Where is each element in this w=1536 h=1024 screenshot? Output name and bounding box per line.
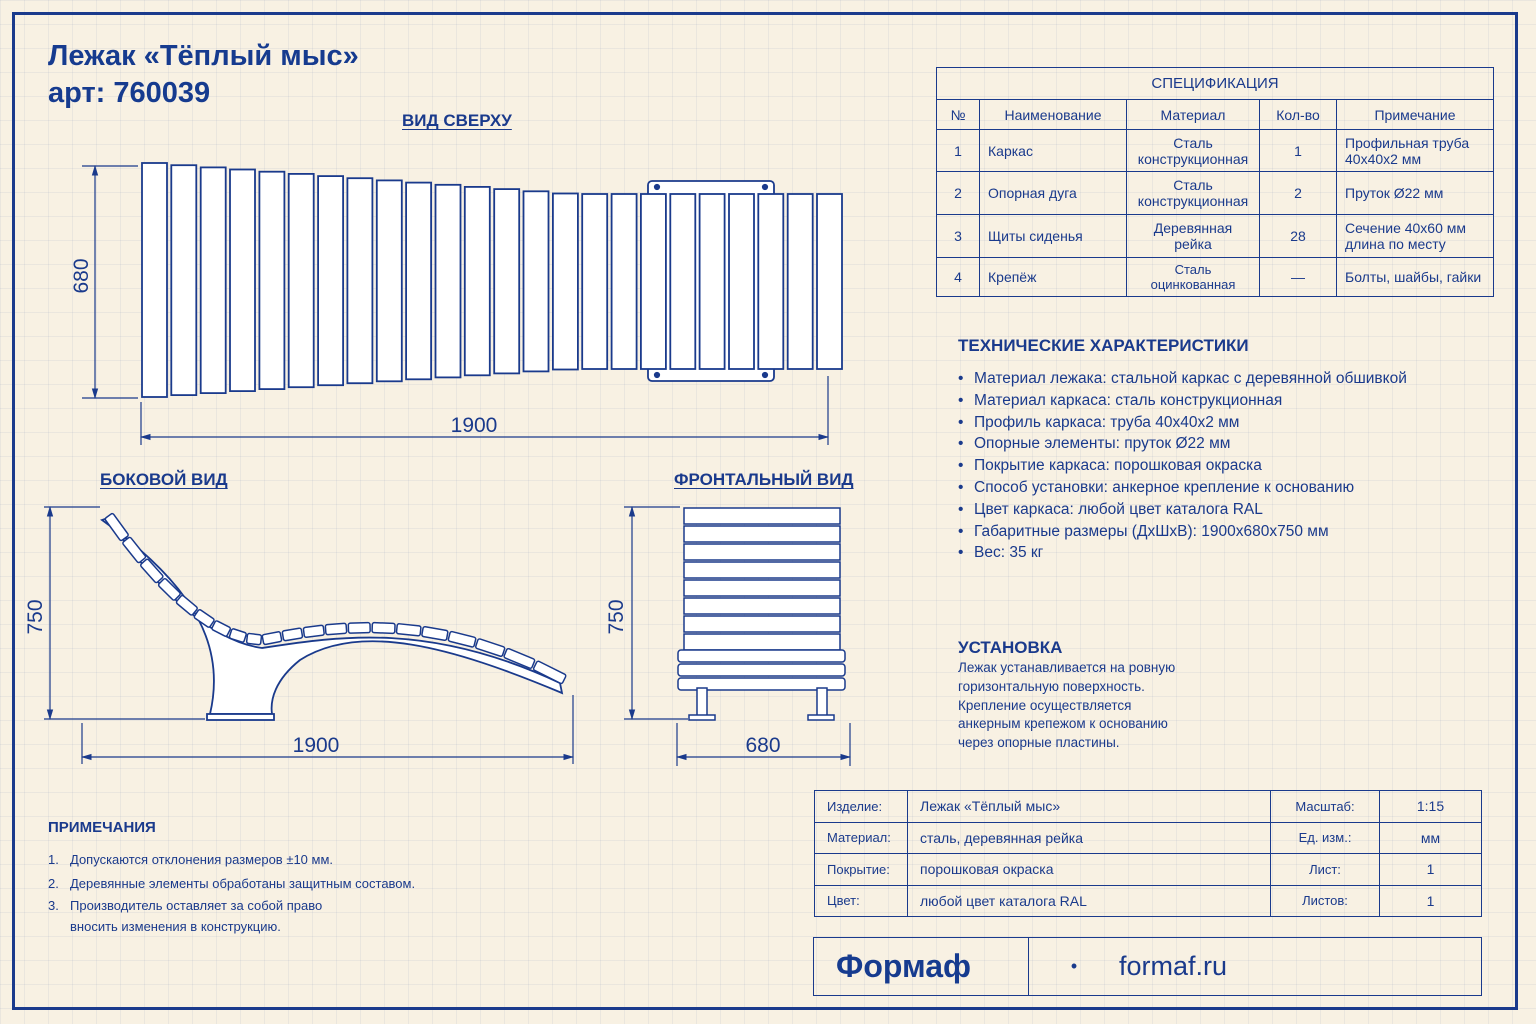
side-slat <box>325 623 347 635</box>
seat-slat <box>142 163 167 397</box>
bolt-hole <box>655 373 659 377</box>
list-item: • Габаритные размеры (ДxШxВ): 1900x680x750 мм <box>958 521 1498 543</box>
seat-slat <box>318 176 343 385</box>
stamp-value: 1:15 <box>1380 791 1482 823</box>
seat-slat <box>758 194 783 369</box>
front-slat <box>684 634 840 650</box>
cell-name: Щиты сиденья <box>980 215 1127 258</box>
side-slat <box>422 626 448 640</box>
top-view-title: ВИД СВЕРХУ <box>402 111 512 130</box>
specification-table <box>936 67 1494 297</box>
side-slat <box>448 631 476 647</box>
stamp-label: Лист: <box>1271 854 1380 886</box>
specification-header-row <box>937 100 1494 130</box>
cell-name: Крепёж <box>980 258 1127 297</box>
side-slat <box>158 578 181 601</box>
top-width-dimension: 680 <box>70 258 93 294</box>
front-width-dimension: 680 <box>745 734 781 757</box>
brand-logo: Формаф <box>814 938 1029 995</box>
cell-qty: 1 <box>1260 130 1337 172</box>
stamp-label: Покрытие: <box>815 854 908 886</box>
cell-num: 1 <box>937 130 980 172</box>
stamp-label: Ед. изм.: <box>1271 822 1380 854</box>
header-qty: Кол-во <box>1260 100 1337 130</box>
front-view-drawing <box>678 508 845 720</box>
stamp-value: 1 <box>1380 885 1482 917</box>
table-row <box>815 854 1482 886</box>
bolt-hole <box>655 185 659 189</box>
note-line: вносить изменения в конструкцию. <box>70 919 281 934</box>
header-num: № <box>937 100 980 130</box>
stamp-value: Лежак «Тёплый мыс» <box>908 791 1271 823</box>
cell-material: Сталь конструкционная <box>1127 172 1260 215</box>
note-line: Производитель оставляет за собой право <box>70 898 323 913</box>
bolt-hole <box>763 185 767 189</box>
table-row <box>815 791 1482 823</box>
seat-slat <box>641 194 666 369</box>
stamp-label: Цвет: <box>815 885 908 917</box>
table-row <box>937 215 1494 258</box>
seat-slat <box>729 194 754 369</box>
table-row <box>937 130 1494 172</box>
cell-name: Опорная дуга <box>980 172 1127 215</box>
table-row <box>937 172 1494 215</box>
stamp-label: Масштаб: <box>1271 791 1380 823</box>
seat-slat <box>524 191 549 371</box>
side-slat <box>396 624 421 636</box>
side-view-drawing <box>102 513 566 720</box>
header-note: Примечание <box>1337 100 1494 130</box>
side-slat <box>246 633 261 645</box>
note-number: 3. <box>48 898 59 913</box>
cell-material: Деревянная рейка <box>1127 215 1260 258</box>
front-slat <box>684 598 840 614</box>
table-row <box>937 258 1494 297</box>
stamp-value: мм <box>1380 822 1482 854</box>
front-slat <box>684 616 840 632</box>
front-seat-slat <box>678 664 845 676</box>
stamp-value: порошковая окраска <box>908 854 1271 886</box>
note-number: 1. <box>48 852 59 867</box>
brand-block <box>813 937 1482 996</box>
stamp-value: любой цвет каталога RAL <box>908 885 1271 917</box>
seat-slat <box>612 194 637 369</box>
note-text: Деревянные элементы обработаны защитным составом. <box>70 875 416 891</box>
side-slat <box>194 609 215 628</box>
title-block-table <box>814 790 1482 917</box>
seat-slat <box>201 167 226 393</box>
side-slat <box>303 625 324 637</box>
cell-note: Пруток Ø22 мм <box>1337 172 1494 215</box>
seat-slat <box>289 174 314 387</box>
installation-line: горизонтальную поверхность. <box>958 678 1145 694</box>
list-item <box>48 895 415 937</box>
installation-line: через опорные пластины. <box>958 735 1120 751</box>
header-name: Наименование <box>980 100 1127 130</box>
cell-qty: 28 <box>1260 215 1337 258</box>
installation-text <box>958 659 1175 753</box>
seat-slat <box>465 187 490 375</box>
cell-num: 4 <box>937 258 980 297</box>
bolt-hole <box>763 373 767 377</box>
cell-note: Болты, шайбы, гайки <box>1337 258 1494 297</box>
installation-line: Лежак устанавливается на ровную <box>958 660 1176 675</box>
side-slat <box>282 628 303 641</box>
front-slat <box>684 544 840 560</box>
stamp-label: Изделие: <box>815 791 908 823</box>
installation-title: УСТАНОВКА <box>958 638 1063 657</box>
specification-title: СПЕЦИФИКАЦИЯ <box>937 68 1494 100</box>
list-item: • Материал каркаса: сталь конструкционная <box>958 390 1498 412</box>
seat-slat <box>347 178 372 383</box>
front-slat <box>684 562 840 578</box>
product-name: Лежак «Тёплый мыс» <box>48 40 359 72</box>
seat-slat <box>700 194 725 369</box>
seat-slat <box>788 194 813 369</box>
stamp-value: 1 <box>1380 854 1482 886</box>
list-item <box>48 848 415 872</box>
seat-slat <box>436 185 461 378</box>
note-text: Допускаются отклонения размеров ±10 мм. <box>70 852 334 867</box>
tech-list <box>958 368 1498 564</box>
stamp-label: Листов: <box>1271 885 1380 917</box>
note-number: 2. <box>48 875 59 891</box>
cell-qty: — <box>1260 258 1337 297</box>
side-slat <box>105 513 129 541</box>
seat-slat <box>553 194 578 370</box>
article-number: арт: 760039 <box>48 77 211 109</box>
top-length-dimension: 1900 <box>450 414 498 437</box>
side-height-dimension: 750 <box>24 599 47 635</box>
brand-separator-dot: • <box>1070 956 1078 976</box>
seat-slat <box>406 183 431 380</box>
header-material: Материал <box>1127 100 1260 130</box>
side-length-dimension: 1900 <box>292 734 340 757</box>
installation-line: анкерным крепежом к основанию <box>958 716 1168 732</box>
tech-title: ТЕХНИЧЕСКИЕ ХАРАКТЕРИСТИКИ <box>958 336 1249 355</box>
seat-slat <box>259 172 284 389</box>
front-slat <box>684 526 840 542</box>
side-slat <box>176 595 198 616</box>
front-slat <box>684 580 840 596</box>
notes-title: ПРИМЕЧАНИЯ <box>48 819 156 836</box>
side-slat <box>372 623 395 634</box>
cell-note: Сечение 40x60 мм длина по месту <box>1337 215 1494 258</box>
seat-slat <box>230 170 255 392</box>
list-item: • Покрытие каркаса: порошковая окраска <box>958 455 1498 477</box>
cell-qty: 2 <box>1260 172 1337 215</box>
seat-slat <box>494 189 519 373</box>
seat-slat <box>670 194 695 369</box>
cell-name: Каркас <box>980 130 1127 172</box>
seat-slat <box>171 165 196 395</box>
table-row <box>815 822 1482 854</box>
list-item: • Профиль каркаса: труба 40x40x2 мм <box>958 412 1498 434</box>
note-text <box>70 895 322 937</box>
side-view-title: БОКОВОЙ ВИД <box>100 470 228 489</box>
cell-num: 3 <box>937 215 980 258</box>
list-item: • Вес: 35 кг <box>958 542 1498 564</box>
installation-line: Крепление осуществляется <box>958 697 1132 713</box>
stamp-value: сталь, деревянная рейка <box>908 822 1271 854</box>
front-height-dimension: 750 <box>605 599 628 635</box>
front-slat <box>684 508 840 524</box>
front-view-title: ФРОНТАЛЬНЫЙ ВИД <box>674 470 854 489</box>
brand-website: formaf.ru <box>1119 951 1228 981</box>
cell-material: Сталь оцинкованная <box>1127 258 1260 297</box>
seat-slat <box>817 194 842 369</box>
notes-list <box>48 848 415 937</box>
table-row <box>815 885 1482 917</box>
side-slat <box>348 623 370 634</box>
list-item: • Цвет каркаса: любой цвет каталога RAL <box>958 499 1498 521</box>
seat-slat <box>377 180 402 381</box>
cell-note: Профильная труба 40x40x2 мм <box>1337 130 1494 172</box>
cell-num: 2 <box>937 172 980 215</box>
list-item: • Опорные элементы: пруток Ø22 мм <box>958 433 1498 455</box>
top-view-drawing <box>142 163 842 397</box>
list-item: • Материал лежака: стальной каркас с деревянной обшивкой <box>958 368 1498 390</box>
side-slat <box>262 631 282 644</box>
stamp-label: Материал: <box>815 822 908 854</box>
side-slat <box>122 537 146 564</box>
list-item: • Способ установки: анкерное крепление к основанию <box>958 477 1498 499</box>
seat-slat <box>582 194 607 369</box>
front-seat-slat <box>678 650 845 662</box>
list-item <box>48 872 415 896</box>
cell-material: Сталь конструкционная <box>1127 130 1260 172</box>
